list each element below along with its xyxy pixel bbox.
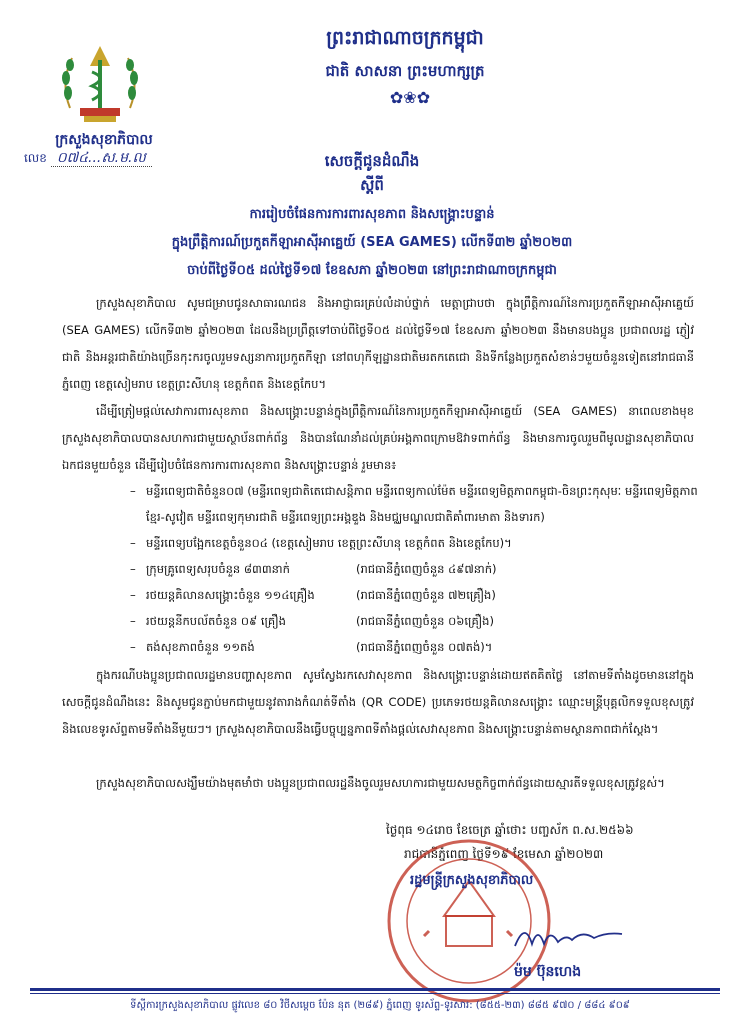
reference-number (24, 148, 152, 169)
notice-subject-line-1: ការរៀបចំផែនការការពារសុខភាព និងសង្គ្រោះបន្ទាន់ (249, 207, 495, 222)
ministry-logo (50, 38, 150, 130)
list-item: – មន្ទីរពេទ្យបង្អែកខេត្តចំនួន០៤ (ខេត្តសៀមរាប ខេត្តព្រះសីហនុ ខេត្តកំពត និងខេត្តកែប)។ (130, 530, 700, 556)
footer-divider-thin (30, 993, 720, 994)
reference-label: លេខ (24, 151, 47, 165)
ornament: ✿❀✿ (389, 88, 431, 107)
list-item: – រថយន្តគិលានសង្គ្រោះចំនួន ១១៤គ្រឿង (រាជធានីភ្នំពេញចំនួន ៧២គ្រឿង) (130, 582, 700, 608)
resource-list (130, 478, 700, 660)
date-lunar: ថ្ងៃពុធ ១៤រោច ខែចេត្រ ឆ្នាំថោះ បញ្ចស័ក ព.ស.២៥៦៦ (386, 823, 634, 837)
list-item: – រថយន្តនីកបល័តចំនួន ០៩ គ្រឿង (រាជធានីភ្នំពេញចំនួន ០៦គ្រឿង) (130, 608, 700, 634)
nation-motto: ជាតិ សាសនា ព្រះមហាក្សត្រ (325, 62, 485, 80)
list-item: – តង់សុខភាពចំនួន ១១តង់ (រាជធានីភ្នំពេញចំនួន ០៧តង់)។ (130, 634, 700, 660)
list-item: – មន្ទីរពេទ្យជាតិចំនួន០៧ (មន្ទីរពេទ្យជាតិតេជោសន្តិភាព មន្ទីរពេទ្យកាល់ម៉ែត មន្ទីរពេទ្យមិត្តភាពកម្ពុជា-ចិនព្រះកុសុមៈ មន្ទីរពេទ្យមិត្តភាពខ្មែរ-សូវៀត មន្ទីរពេទ្យកុមារជាតិ មន្ទីរពេទ្យព្រះអង្គឌួង និងមជ្ឈមណ្ឌលជាតិគាំពារមាតា និងទារក) (130, 478, 700, 530)
notice-title: សេចក្តីជូនដំណឹង (324, 152, 420, 170)
notice-subject-label: ស្តីពី (360, 176, 384, 194)
kingdom-title: ព្រះរាជាណាចក្រកម្ពុជា (326, 27, 484, 49)
signer-title: រដ្ឋមន្ត្រីក្រសួងសុខាភិបាល (410, 873, 534, 888)
handwritten-signature (510, 916, 630, 956)
reference-value: ០៧៤...ស.ម.ល (51, 150, 152, 167)
footer-divider (30, 988, 720, 991)
paragraph-closing: ក្រសួងសុខាភិបាលសង្ឃឹមយ៉ាងមុតមាំថា បងប្អូនប្រជាពលរដ្ឋនឹងចូលរួមសហការជាមួយសមត្ថកិច្ចពាក់ព័ន្ធដោយស្មារតីទទួលខុសត្រូវខ្ពស់។ (96, 776, 665, 790)
notice-subject-line-3: ចាប់ពីថ្ងៃទី០៥ ដល់ថ្ងៃទី១៧ ខែឧសភា ឆ្នាំ២០២៣ នៅព្រះរាជាណាចក្រកម្ពុជា (187, 263, 557, 278)
paragraph-guidance: ក្នុងករណីបងប្អូនប្រជាពលរដ្ឋមានបញ្ហាសុខភាព សូមស្វែងរកសេវាសុខភាព និងសង្គ្រោះបន្ទាន់ដោយឥតគិតថ្លៃ នៅតាមទីតាំងដូចមាននៅក្នុងសេចក្តីជូនដំណឹងនេះ និងសូមជូនភ្ជាប់មកជាមួយនូវតារាងកំណត់ទីតាំង (QR CODE) ប្រភេទរថយន្តគិលានសង្គ្រោះ ឈ្មោះមន្ត្រីបុគ្គលិកទទួលខុសត្រូវ និងលេខទូរស័ព្ទតាមទីតាំងនីមួយៗ។ ក្រសួងសុខាភិបាលនឹងធ្វើបច្ចុប្បន្នភាពទីតាំងផ្តល់សេវាសុខភាព និងសង្គ្រោះបន្ទាន់តាមស្ថានភាពជាក់ស្តែង។ (62, 668, 694, 736)
ministry-name: ក្រសួងសុខាភិបាល (55, 132, 153, 148)
date-solar: រាជធានីភ្នំពេញ ថ្ងៃទី១៩ ខែមេសា ឆ្នាំ២០២៣ (404, 847, 604, 861)
signer-name: ម៉ម ប៊ុនហេង (514, 964, 582, 980)
list-item: – ក្រុមគ្រូពេទ្យសរុបចំនួន ៨៣៣នាក់ (រាជធានីភ្នំពេញចំនួន ៤៩៧នាក់) (130, 556, 700, 582)
footer-address: ទីស្តីការក្រសួងសុខាភិបាល ផ្លូវលេខ ៨០ វិថីសម្តេច ប៉ែន នុត (២៨៩) ភ្នំពេញ ទូរស័ព្ទ-ទូរសារ: (៨៥៥-២៣) ៨៨៥ ៩៧០ / ៨៨៤ ៩០៩ (130, 1000, 630, 1011)
paragraph-intro: ក្រសួងសុខាភិបាល សូមជម្រាបជូនសាធារណជន និងអាជ្ញាធរគ្រប់លំដាប់ថ្នាក់ មេត្តាជ្រាបថា ក្នុងព្រឹត្តិការណ៍នៃការប្រកួតកីឡាអាស៊ីអាគ្នេយ៍ (SEA GAMES) លើកទី៣២ ឆ្នាំ២០២៣ ដែលនឹងប្រព្រឹត្តទៅចាប់ពីថ្ងៃទី០៥ ដល់ថ្ងៃទី១៧ ខែឧសភា ឆ្នាំ២០២៣ នឹងមានបងប្អូន ប្រជាពលរដ្ឋ ភ្ញៀវជាតិ និងអន្តរជាតិយ៉ាងច្រើនកុះករចូលរួមទស្សនាការប្រកួតកីឡា នៅពហុកីឡដ្ឋានជាតិមរតកតេជោ និងទីកន្លែងប្រកួតសំខាន់ៗមួយចំនួនទៀតនៅរាជធានីភ្នំពេញ ខេត្តសៀមរាប ខេត្តព្រះសីហនុ ខេត្តកំពត និងខេត្តកែប។ (62, 296, 694, 391)
notice-subject-line-2: ក្នុងព្រឹត្តិការណ៍ប្រកួតកីឡាអាស៊ីអាគ្នេយ៍ (SEA GAMES) លើកទី៣២ ឆ្នាំ២០២៣ (171, 235, 573, 250)
paragraph-preparation: ដើម្បីត្រៀមផ្តល់សេវាការពារសុខភាព និងសង្គ្រោះបន្ទាន់ក្នុងព្រឹត្តិការណ៍នៃការប្រកួតកីឡាអាស៊ីអាគ្នេយ៍ (SEA GAMES) នាពេលខាងមុខ ក្រសួងសុខាភិបាលបានសហការជាមួយស្ថាប័នពាក់ព័ន្ធ និងបានណែនាំដល់គ្រប់អង្គភាពក្រោមឱវាទពាក់ព័ន្ធ និងមានការចូលរួមពីមូលដ្ឋានសុខាភិបាលឯកជនមួយចំនួន ដើម្បីរៀបចំផែនការការពារសុខភាព និងសង្គ្រោះបន្ទាន់ រួមមាន៖ (62, 404, 694, 472)
